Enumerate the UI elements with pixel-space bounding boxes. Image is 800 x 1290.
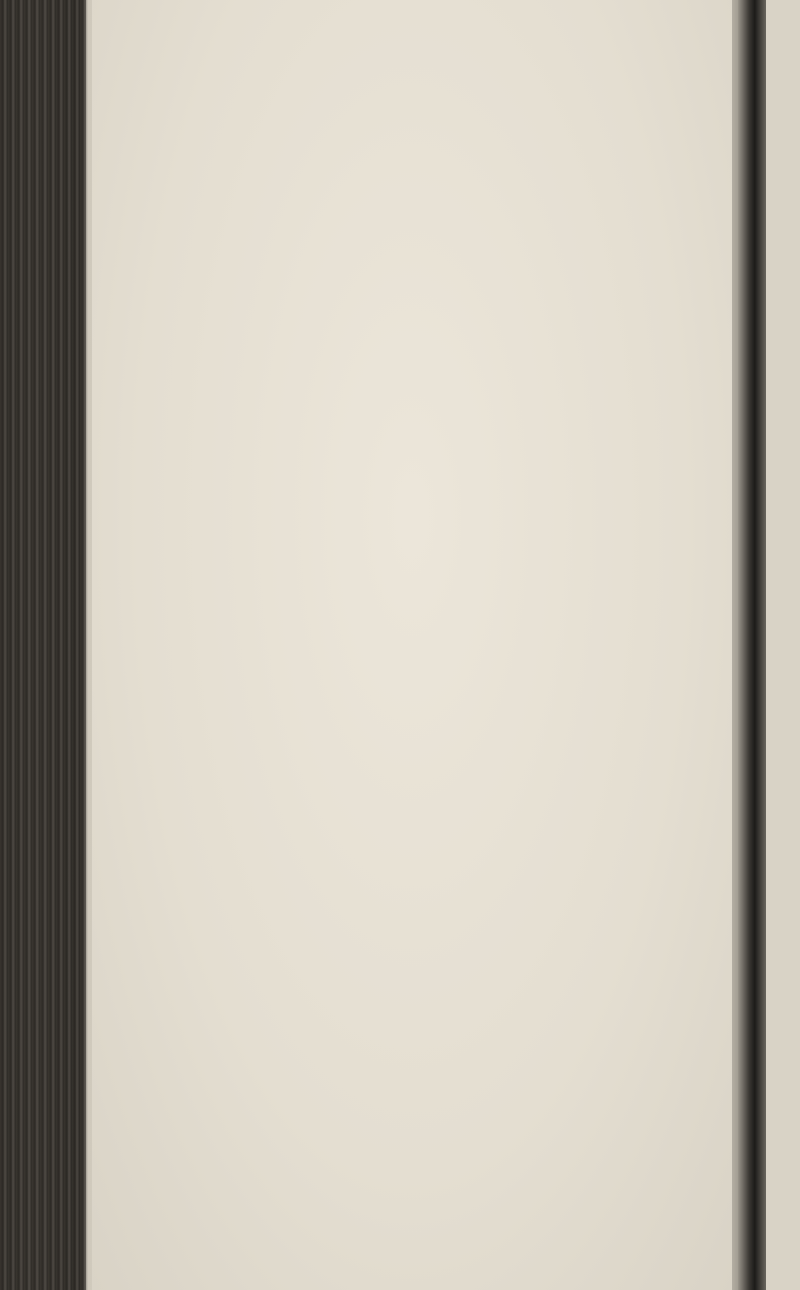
text-line [204,266,724,305]
text-line [204,458,724,497]
text-line [204,882,724,921]
text-line [204,227,724,266]
text-line [204,689,724,728]
text-line [204,766,724,805]
text-line [204,304,724,343]
text-line [204,959,724,998]
text-line [204,843,724,882]
text-line [204,1074,724,1113]
text-line [204,1151,724,1190]
text-line [204,728,724,767]
book-gutter [738,0,766,1290]
page-body [204,150,724,1290]
text-line [204,574,724,613]
text-line [204,1036,724,1075]
text-line [204,189,724,228]
text-line [204,497,724,536]
book-page [92,0,732,1290]
text-line [204,150,724,189]
text-line [204,535,724,574]
text-line [204,997,724,1036]
text-line [204,420,724,459]
text-line [204,651,724,690]
text-line [204,1113,724,1152]
facing-page-fragment [766,0,800,1290]
catchword [204,1267,724,1290]
text-line [204,920,724,959]
text-line [204,1190,724,1229]
book-left-edge [0,0,86,1290]
text-line [204,805,724,844]
text-line [204,1228,724,1267]
text-line [204,343,724,382]
text-line [204,381,724,420]
text-line [204,612,724,651]
